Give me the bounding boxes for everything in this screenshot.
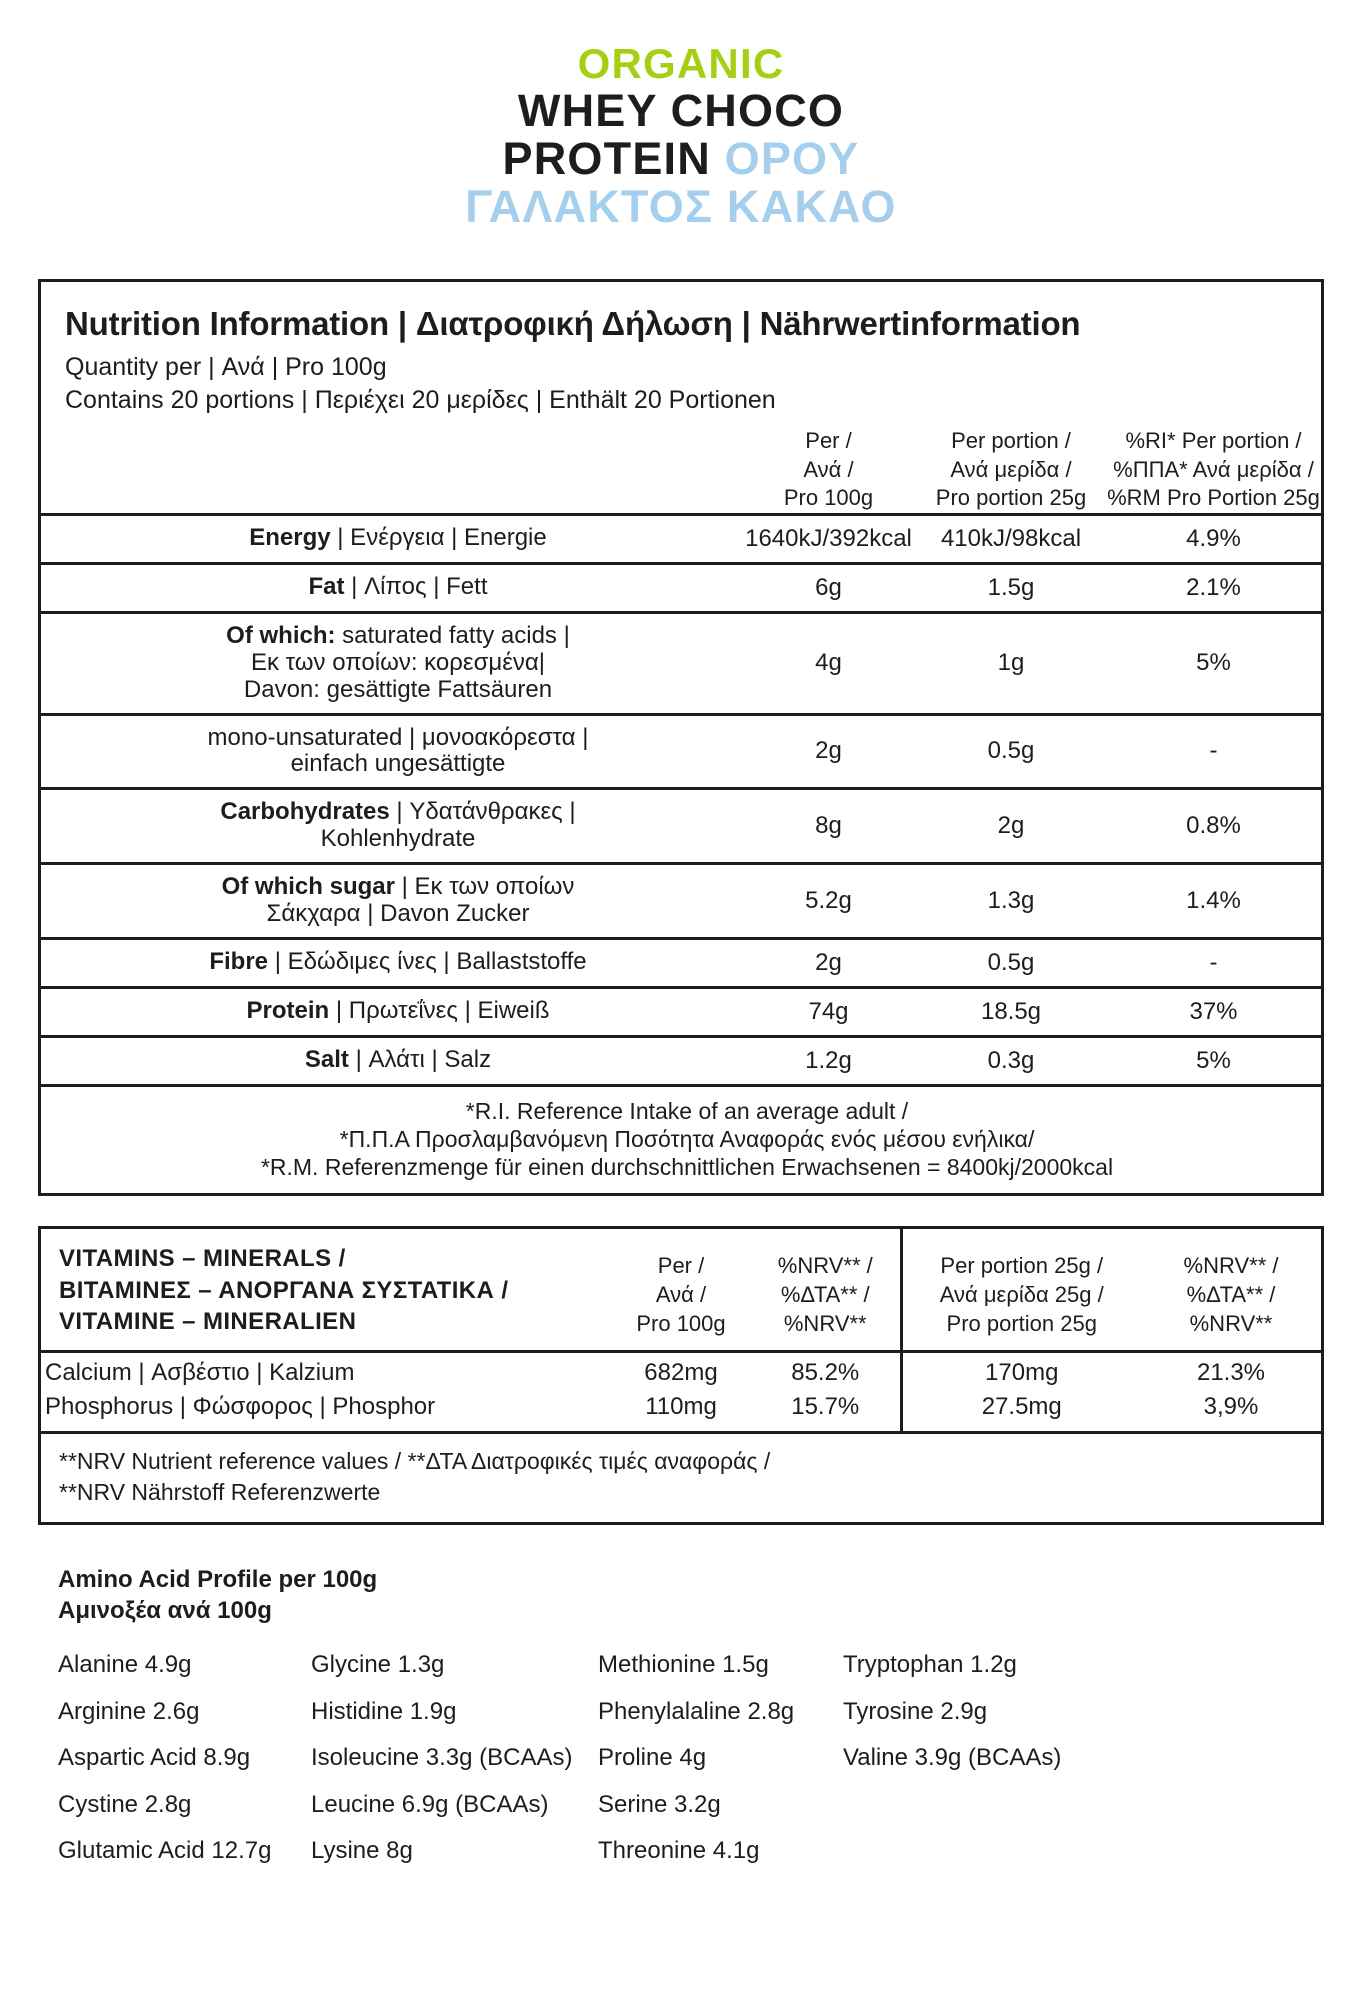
nutrition-table (41, 427, 1321, 1193)
amino-acid-grid (58, 1652, 1324, 1864)
product-title-whey-choco: WHEY CHOCO (517, 84, 845, 136)
table-row (41, 864, 1321, 939)
vitamins-minerals-table (41, 1229, 1321, 1431)
list-item (843, 1792, 1324, 1818)
nutrient-label-bold: Carbohydrates (220, 798, 390, 826)
nutrient-label (41, 987, 741, 1036)
nutrient-label (41, 789, 741, 864)
column-header-per-100g (741, 427, 916, 514)
table-row (41, 1036, 1321, 1085)
nutrient-label (41, 1036, 741, 1085)
vit-column-header-per-portion-l2: Ανά μερίδα 25g / (939, 1281, 1104, 1307)
vit-column-header-nrv-portion-l3: %NRV** (1189, 1310, 1273, 1336)
nutrient-label-rest: | Πρωτεΐνες | Eiweiß (329, 997, 550, 1025)
nutrient-label (41, 938, 741, 987)
list-item: Aspartic Acid 8.9g (58, 1744, 251, 1772)
nutrient-label (41, 864, 741, 939)
nutrient-label-bold: Salt (304, 1046, 349, 1074)
vit-column-header-per-100g-l3: Pro 100g (636, 1310, 726, 1336)
vit-column-header-nrv-portion-l2: %ΔΤΑ** / (1186, 1281, 1276, 1307)
column-header-per-portion (916, 427, 1106, 514)
table-row (41, 1393, 1321, 1431)
list-item: Tryptophan 1.2g (843, 1651, 1017, 1679)
vit-column-header-per-portion-l3: Pro portion 25g (946, 1310, 1097, 1336)
vitamins-section-title-l1: VITAMINS – MINERALS / (59, 1244, 346, 1272)
nutrient-value-per-portion: 2g (997, 812, 1025, 840)
vitamins-footnote-line2: **NRV Nährstoff Referenzwerte (59, 1478, 381, 1505)
list-item: Threonine 4.1g (598, 1837, 760, 1865)
column-header-ri-l1: %RI* Per portion / (1125, 428, 1302, 454)
table-row (41, 987, 1321, 1036)
table-row (41, 563, 1321, 612)
nutrient-label-rest: | Εκ των οποίων (394, 873, 575, 901)
nutrient-value-per-portion: 410kJ/98kcal (940, 524, 1082, 552)
vit-column-header-per-100g (611, 1229, 751, 1352)
nutrient-label (41, 514, 741, 563)
nutrient-label-rest: | Ενέργεια | Energie (330, 524, 547, 552)
vitamins-section-title-l3: VITAMINE – MINERALIEN (59, 1308, 357, 1336)
nutrient-label-line2: Εκ των οποίων: κορεσμένα| (250, 648, 546, 676)
nutrient-label-bold: Of which sugar (221, 873, 395, 901)
nutrient-label (41, 612, 741, 714)
nutrient-value-per-100g: 1.2g (805, 1046, 852, 1074)
nutrient-value-per-portion: 18.5g (980, 997, 1042, 1025)
column-header-per-portion-l2: Ανά μερίδα / (950, 456, 1072, 482)
list-item: Serine 3.2g (598, 1790, 721, 1818)
nutrient-value-per-100g: 2g (815, 737, 842, 765)
table-row (41, 1351, 1321, 1393)
table-row (41, 612, 1321, 714)
nutrient-value-ri: 0.8% (1186, 812, 1241, 840)
table-row (41, 514, 1321, 563)
nutrient-label-rest: saturated fatty acids | (335, 621, 570, 649)
nutrient-value-ri: 5% (1196, 649, 1231, 677)
nutrient-value-ri: 4.9% (1186, 524, 1241, 552)
nutrient-value-per-100g: 2g (815, 948, 842, 976)
nutrient-column-header (41, 427, 741, 514)
vit-column-header-per-100g-l2: Ανά / (655, 1281, 707, 1307)
list-item: Valine 3.9g (BCAAs) (843, 1744, 1062, 1772)
nutrient-value-per-100g: 5.2g (805, 886, 852, 914)
column-header-per-100g-l2: Ανά / (803, 456, 854, 482)
nutrient-value-per-100g: 1640kJ/392kcal (745, 524, 912, 552)
column-header-per-portion-l3: Pro portion 25g (935, 485, 1087, 511)
list-item (843, 1838, 1324, 1864)
nutrition-footnote (41, 1085, 1321, 1193)
column-header-ri-l2: %ΠΠΑ* Ανά μερίδα / (1113, 456, 1314, 482)
nutrient-value-per-portion: 0.3g (987, 1046, 1035, 1074)
column-header-per-portion-l1: Per portion / (951, 428, 1071, 454)
mineral-nrv-per-portion: 3,9% (1203, 1392, 1259, 1420)
nutrient-value-per-100g: 74g (808, 997, 849, 1025)
list-item: Tyrosine 2.9g (843, 1697, 988, 1725)
nutrient-label-rest: | Εδώδιμες ίνες | Ballaststoffe (268, 948, 587, 976)
vitamins-section-title-l2: ΒΙΤΑΜΙΝΕΣ – ΑΝΟΡΓΑΝΑ ΣΥΣΤΑΤΙΚΑ / (59, 1276, 509, 1304)
mineral-label: Phosphorus | Φώσφορος | Phosphor (45, 1392, 436, 1420)
nutrition-table-header-row (41, 427, 1321, 514)
nutrient-value-per-portion: 1.3g (987, 886, 1035, 914)
product-title-organic: ORGANIC (577, 40, 785, 87)
nutrient-label-line2: einfach ungesättigte (290, 750, 506, 778)
nutrient-value-per-portion: 1g (997, 649, 1025, 677)
nutrient-label-rest: | Αλάτι | Salz (348, 1046, 492, 1074)
amino-acid-title (58, 1565, 1324, 1626)
portions-line: Contains 20 portions | Περιέχει 20 μερίδες | Enthält 20 Portionen (65, 385, 776, 414)
nutrient-label (41, 714, 741, 789)
nutrition-footnote-line3: *R.M. Referenzmenge für einen durchschnittlichen Erwachsenen = 8400kj/2000kcal (260, 1153, 1114, 1180)
nutrient-label (41, 563, 741, 612)
nutrient-label-line3: Davon: gesättigte Fattsäuren (243, 675, 553, 703)
amino-acid-section (38, 1565, 1324, 1864)
list-item: Isoleucine 3.3g (BCAAs) (311, 1744, 573, 1772)
nutrient-label-line1: mono-unsaturated | μονοακόρεστα | (207, 723, 589, 751)
vit-column-header-per-portion (901, 1229, 1141, 1352)
nutrient-value-per-100g: 4g (815, 649, 842, 677)
table-row (41, 789, 1321, 864)
list-item: Glutamic Acid 12.7g (58, 1837, 272, 1865)
vitamins-table-header-row (41, 1229, 1321, 1352)
vit-column-header-nrv-portion-l1: %NRV** / (1183, 1252, 1279, 1278)
nutrient-label-bold: Of which: (226, 621, 336, 649)
nutrition-information-panel (38, 279, 1324, 1196)
nutrient-label-rest: | Λίπος | Fett (344, 573, 488, 601)
column-header-ri-l3: %RM Pro Portion 25g (1107, 485, 1320, 511)
product-title-block (0, 0, 1362, 231)
table-row (41, 938, 1321, 987)
mineral-label: Calcium | Ασβέστιο | Kalzium (45, 1358, 355, 1386)
list-item: Histidine 1.9g (311, 1697, 457, 1725)
product-title-greek: ΓΑΛΑΚΤΟΣ ΚΑΚΑΟ (465, 181, 897, 233)
nutrient-value-per-portion: 1.5g (987, 573, 1035, 601)
vit-column-header-nrv-100g (751, 1229, 901, 1352)
column-header-per-100g-l1: Per / (805, 428, 852, 454)
list-item: Leucine 6.9g (BCAAs) (311, 1790, 549, 1818)
nutrient-label-bold: Protein (246, 997, 330, 1025)
list-item: Methionine 1.5g (598, 1651, 769, 1679)
nutrient-value-ri: 1.4% (1186, 886, 1241, 914)
vit-column-header-nrv-100g-l2: %ΔΤΑ** / (780, 1281, 870, 1307)
list-item: Arginine 2.6g (58, 1697, 200, 1725)
vit-column-header-nrv-100g-l3: %NRV** (783, 1310, 867, 1336)
nutrient-label-line1 (59, 874, 737, 901)
nutrient-value-ri: - (1209, 737, 1218, 765)
mineral-value-per-100g: 110mg (645, 1392, 717, 1420)
amino-acid-title-l1: Amino Acid Profile per 100g (58, 1566, 378, 1594)
vit-column-header-per-portion-l1: Per portion 25g / (940, 1252, 1104, 1278)
nutrient-value-ri: 5% (1196, 1046, 1231, 1074)
nutrient-value-per-100g: 8g (815, 812, 842, 840)
nutrient-value-ri: 2.1% (1186, 573, 1241, 601)
list-item: Phenylalaline 2.8g (598, 1697, 795, 1725)
product-title-oroy: OPOY (724, 133, 860, 185)
mineral-nrv-per-100g: 85.2% (791, 1358, 860, 1386)
nutrient-value-ri: 37% (1189, 997, 1238, 1025)
product-title-protein (0, 135, 1362, 183)
vitamins-section-title (41, 1229, 611, 1352)
quantity-per-line: Quantity per | Ανά | Pro 100g (65, 352, 387, 381)
nutrient-label-bold: Fibre (209, 948, 269, 976)
vitamins-minerals-panel (38, 1226, 1324, 1525)
column-header-per-100g-l3: Pro 100g (783, 485, 874, 511)
page-title: Nutrition Information | Διατροφική Δήλωση | Nährwertinformation (65, 305, 1081, 343)
vitamins-footnote (41, 1431, 1321, 1522)
nutrition-header (41, 282, 1321, 417)
nutrient-label-bold: Fat (308, 573, 345, 601)
column-header-ri-per-portion (1106, 427, 1321, 514)
nutrient-value-per-portion: 0.5g (987, 737, 1035, 765)
table-row (41, 714, 1321, 789)
nutrient-label-rest: | Υδατάνθρακες | (389, 798, 576, 826)
nutrient-label-line1 (59, 623, 737, 650)
nutrient-label-line2: Kohlenhydrate (320, 825, 476, 853)
mineral-value-per-portion: 27.5mg (901, 1393, 1141, 1431)
mineral-nrv-per-portion: 21.3% (1196, 1358, 1266, 1386)
nutrient-label-line2: Σάκχαρα | Davon Zucker (266, 899, 530, 927)
mineral-value-per-100g: 682mg (644, 1358, 718, 1386)
nutrient-label-bold: Energy (249, 524, 331, 552)
vit-column-header-nrv-100g-l1: %NRV** / (777, 1252, 873, 1278)
nutrient-label-line1 (59, 799, 737, 826)
nutrition-footnote-line1: *R.I. Reference Intake of an average adult / (465, 1097, 909, 1124)
list-item: Alanine 4.9g (58, 1651, 192, 1679)
product-title-protein-text: PROTEIN (502, 133, 725, 185)
nutrition-footnote-line2: *Π.Π.Α Προσλαμβανόμενη Ποσότητα Αναφοράς ενός μέσου ενήλικα/ (339, 1125, 1035, 1152)
vit-column-header-nrv-portion (1141, 1229, 1321, 1352)
list-item: Proline 4g (598, 1744, 707, 1772)
nutrition-footnote-row (41, 1085, 1321, 1193)
mineral-value-per-portion: 170mg (901, 1351, 1141, 1393)
nutrient-value-per-portion: 0.5g (987, 948, 1035, 976)
list-item: Glycine 1.3g (311, 1651, 445, 1679)
vitamins-footnote-line1: **NRV Nutrient reference values / **ΔΤΑ Διατροφικές τιμές αναφοράς / (59, 1447, 771, 1474)
list-item: Lysine 8g (311, 1837, 413, 1865)
mineral-nrv-per-100g: 15.7% (791, 1392, 860, 1420)
list-item: Cystine 2.8g (58, 1790, 192, 1818)
amino-acid-title-l2: Αμινοξέα ανά 100g (58, 1596, 272, 1624)
vit-column-header-per-100g-l1: Per / (657, 1252, 705, 1278)
nutrient-value-ri: - (1209, 948, 1218, 976)
nutrient-value-per-100g: 6g (815, 573, 842, 601)
